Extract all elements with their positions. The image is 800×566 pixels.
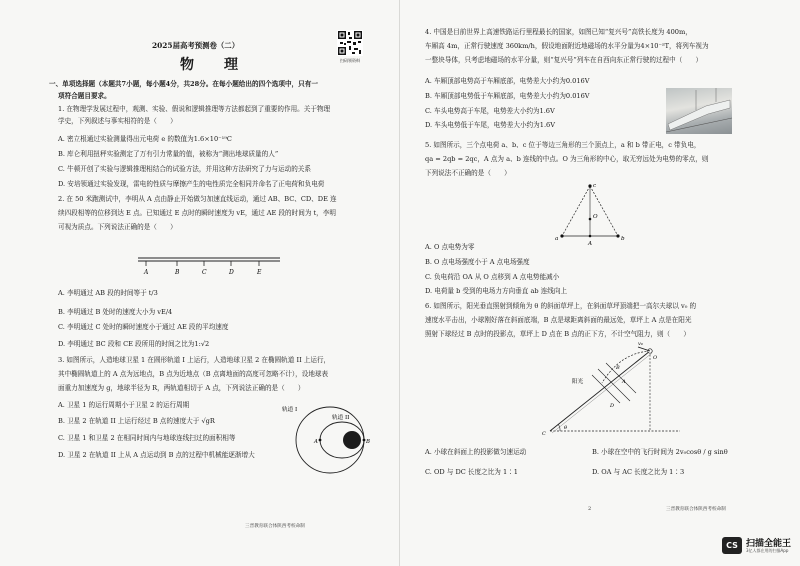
q6-stem-cont: 速度水平击出，小球刚好落在斜面底端，B 点是球距离斜面的最远处，草坪上 A 点是在阳光 (425, 316, 692, 324)
charge-c-label: c (593, 183, 597, 189)
q2-point-a: A (144, 269, 149, 276)
q2-point-e: E (257, 269, 262, 276)
q6-option-a: A. 小球在斜面上的投影做匀速运动 (425, 448, 527, 456)
qr-code (337, 30, 363, 56)
right-footer: 三晋教育联合体陕西考校命制 (666, 507, 726, 512)
q2-point-c: C (202, 269, 207, 276)
sunlight-label: 阳光 (572, 379, 584, 385)
orbit-point-a: A (314, 439, 318, 445)
orbit-label-2: 轨道 II (332, 415, 350, 421)
q6-point-b: B (616, 365, 620, 371)
q4-stem-cont: 车厢高 4m，正常行驶速度 360km/h，假设地面附近地磁场的水平分量为4×10⁻⁵T，将列车视为 (425, 42, 709, 50)
q2-option-c: C. 李明通过 C 处时的瞬时速度小于通过 AE 段的平均速度 (58, 323, 229, 331)
q1-option-c: C. 牛顿开创了实验与逻辑推理相结合的试验方法，并用这种方法研究了力与运动的关系 (58, 165, 311, 173)
camscanner-logo-icon: CS (722, 537, 742, 554)
orbit-point-b: B (366, 439, 370, 445)
q2-stem-cont: 续四段相等的位移到达 E 点。已知通过 E 点时的瞬时速度为 vE，通过 AE 段的时间为 t，李明 (58, 209, 336, 217)
q5-stem-cont: qa = 2qb = 2qc，A 点为 a、b 连线的中点。O 为三角形的中心，取无穷远处为电势的零点，则 (425, 155, 709, 163)
q2-point-d: D (229, 269, 234, 276)
q1-stem-cont: 学史，下列叙述与事实相符的是（ ） (58, 117, 177, 125)
subject-title: 物 理 (180, 57, 246, 73)
q6-slope-diagram (510, 343, 710, 438)
midpoint-a-label: A (588, 241, 593, 247)
q2-stem: 2. 在 50 米跑测试中，李明从 A 点由静止开始做匀加速直线运动，通过 AB、BC、CD、DE 连 (58, 195, 337, 203)
q6-option-b: B. 小球在空中的飞行时间为 2v₀cosθ / g sinθ (592, 448, 728, 456)
q4-option-a: A. 车厢顶部电势高于车厢底部，电势差大小约为0.016V (425, 77, 590, 85)
q3-stem-cont: 其中椭圆轨道上的 A 点为远地点，B 点为近地点（B 点离地面的高度可忽略不计），设地球表 (58, 370, 329, 378)
q1-option-b: B. 库仑利用扭秤实验测定了万有引力常量的值，被称为“测出地球质量的人” (58, 150, 279, 158)
q6-stem: 6. 如图所示，阳光垂直照射到倾角为 θ 的斜面草坪上，在斜面草坪顶端把一高尔夫球以 v₀ 的 (425, 302, 697, 310)
q2-track-diagram (0, 250, 400, 280)
q5-option-a: A. O 点电势为零 (425, 243, 475, 251)
q3-option-a: A. 卫星 1 的运行周期小于卫星 2 的运行周期 (58, 401, 190, 409)
right-page (400, 0, 800, 566)
q3-orbit-diagram (270, 396, 390, 476)
theta-label: θ (564, 425, 568, 431)
q5-triangle-diagram (530, 180, 650, 250)
section-heading-cont: 项符合题目要求。 (58, 92, 111, 100)
q6-point-o: O (653, 355, 658, 361)
qr-code-icon (337, 30, 363, 56)
page-number: 2 (588, 506, 592, 512)
q3-stem: 3. 如图所示，人造地球卫星 1 在圆形轨道 I 上运行，人造地球卫星 2 在椭圆轨道 II 上运行， (58, 356, 331, 364)
v0-label: v₀ (638, 341, 643, 347)
q1-option-a: A. 密立根通过实验测量得出元电荷 e 的数值为1.6×10⁻¹⁹C (58, 135, 232, 143)
q4-stem: 4. 中国是目前世界上高速铁路运行里程最长的国家，如图已知“复兴号”高铁长度为 400m， (425, 28, 692, 36)
q3-option-c: C. 卫星 1 和卫星 2 在相同时间内与地球连线扫过的面积相等 (58, 434, 236, 442)
q4-option-b: B. 车厢顶部电势低于车厢底部，电势差大小约为0.016V (425, 92, 590, 100)
camscanner-tagline: 3亿人都在用的扫描App (746, 548, 789, 553)
q6-point-d: D (610, 403, 615, 409)
q6-option-d: D. OA 与 AC 长度之比为 1∶3 (592, 468, 685, 476)
q3-stem-cont2: 面重力加速度为 g，地球半径为 R，两轨道相切于 A 点，下列说法正确的是（ ） (58, 384, 305, 392)
orbit-label-1: 轨道 I (282, 407, 298, 413)
q6-point-c: C (542, 431, 546, 437)
q5-option-d: D. 电荷量 b 受到的电场力方向垂直 ab 连线向上 (425, 287, 568, 295)
q5-option-c: C. 负电荷沿 OA 从 O 点移到 A 点电势能减小 (425, 273, 560, 281)
q4-option-d: D. 车头电势低于车尾，电势差大小约为1.6V (425, 121, 555, 129)
q5-stem-cont2: 下列说法不正确的是（ ） (425, 169, 511, 177)
qr-label: 扫码领资料 (340, 58, 360, 63)
q5-option-b: B. O 点电场强度小于 A 点电场强度 (425, 258, 530, 266)
q2-point-b: B (175, 269, 180, 276)
left-footer: 三晋教育联合体陕西考校命制 (245, 524, 305, 529)
q1-option-d: D. 安培领通过实验发现，雷电的性质与摩擦产生的电性质完全相同并命名了正电荷和负电荷 (58, 180, 325, 188)
charge-b-label: b (621, 236, 625, 242)
train-photo (666, 88, 732, 134)
q2-stem-cont2: 可视为质点。下列说法正确的是（ ） (58, 223, 177, 231)
camscanner-name: 扫描全能王 (746, 539, 792, 549)
q6-option-c: C. OD 与 DC 长度之比为 1∶1 (425, 468, 518, 476)
q2-option-a: A. 李明通过 AB 段的时间等于 t/3 (58, 289, 158, 297)
q3-option-b: B. 卫星 2 在轨道 II 上运行经过 B 点的速度大于 √gR (58, 417, 215, 425)
exam-title: 2025届高考预测卷（二） (152, 41, 240, 50)
q2-option-d: D. 李明通过 BC 段和 CE 段所用的时间之比为1:√2 (58, 340, 210, 348)
q6-stem-cont2: 照射下球经过 B 点时的投影点，草坪上 D 点在 B 点的正下方，不计空气阻力，则（ ） (425, 330, 690, 338)
q1-stem: 1. 在物理学发展过程中，观测、实验、假说和逻辑推理等方法都起到了重要的作用。关于物理 (58, 105, 331, 113)
q4-option-c: C. 车头电势高于车尾，电势差大小约为1.6V (425, 107, 555, 115)
charge-a-label: a (555, 236, 559, 242)
center-o-label: O (593, 214, 598, 220)
q2-option-b: B. 李明通过 B 处时的速度大小为 vE/4 (58, 308, 173, 316)
q4-stem-cont2: 一整块导体，只考虑地磁场的水平分量，则“复兴号”列车在自西向东正常行驶的过程中（ ） (425, 56, 703, 64)
q3-option-d: D. 卫星 2 在轨道 II 上从 A 点运动到 B 点的过程中机械能逐渐增大 (58, 451, 255, 459)
q6-point-a: A (622, 379, 626, 385)
train-image-icon (666, 88, 732, 134)
q5-stem: 5. 如图所示，三个点电荷 a、b、c 位于等边三角形的三个顶点上，a 和 b 带正电，c 带负电， (425, 141, 701, 149)
section-heading: 一、单项选择题（本题共7小题，每小题4分，共28分。在每小题给出的四个选项中，只有一 (49, 80, 318, 88)
